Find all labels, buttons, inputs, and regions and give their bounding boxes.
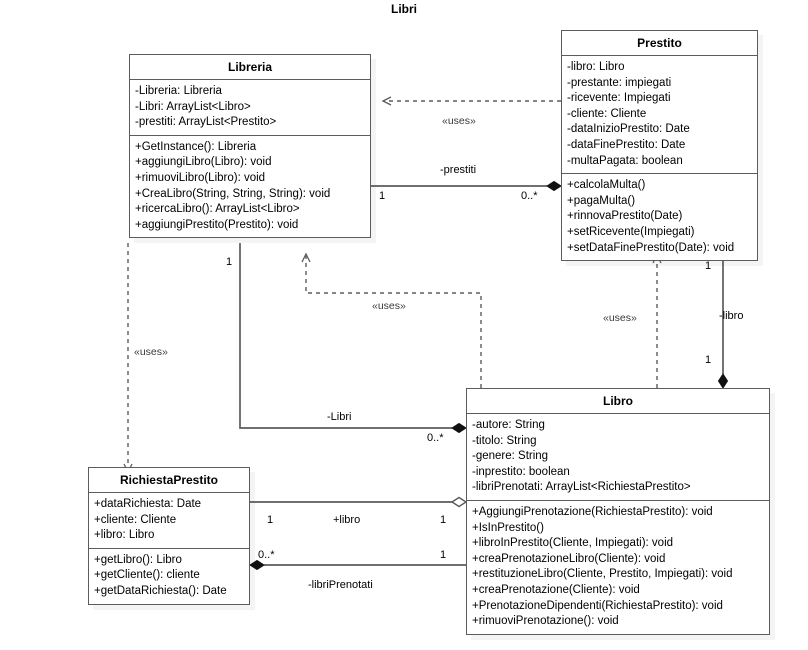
attribute: -autore: String <box>472 419 545 431</box>
edge-mult-libri-source: 1 <box>226 256 233 268</box>
class-name-libro: Libro <box>467 389 769 414</box>
edge-mult-libro-composition-source: 1 <box>705 260 712 272</box>
operation: +getCliente(): cliente <box>94 569 200 582</box>
operation: +aggiungiLibro(Libro): void <box>135 156 272 169</box>
edge-libreria-libri-libro <box>240 243 466 433</box>
class-attributes-libreria <box>130 80 370 135</box>
attribute: -inprestito: boolean <box>472 465 570 478</box>
attribute: -prestiti: ArrayList<Prestito> <box>135 116 277 129</box>
edge-mult-prestiti-source: 1 <box>379 190 386 202</box>
class-name-libreria: Libreria <box>130 55 370 80</box>
operation: +setDataFinePrestito(Date): void <box>567 241 735 254</box>
edge-mult-libro-composition-target: 1 <box>705 354 712 366</box>
class-operations-libro <box>467 500 769 634</box>
edge-label-libri: -Libri <box>327 411 352 423</box>
attribute: -dataInizioPrestito: Date <box>567 123 690 136</box>
operation: +rinnovaPrestito(Date) <box>567 210 683 223</box>
attribute: -Libreria: Libreria <box>135 85 222 97</box>
edge-richiestaprestito-libro-aggregation <box>250 498 466 507</box>
attribute: -libro: Libro <box>567 61 625 73</box>
edge-mult-prestiti-target: 0..* <box>521 190 538 202</box>
class-box-prestito[interactable] <box>561 30 758 261</box>
operation: +IsInPrestito() <box>472 521 544 534</box>
edge-mult-libri-prenotati-source: 0..* <box>258 549 275 561</box>
operation: +PrenotazioneDipendenti(RichiestaPrestito): void <box>472 599 723 612</box>
operation: +CreaLibro(String, String, String): void <box>135 187 331 200</box>
edge-label-libri-prenotati: -libriPrenotati <box>308 579 373 591</box>
operation: +ricercaLibro(): ArrayList<Libro> <box>135 203 300 216</box>
attribute: -Libri: ArrayList<Libro> <box>135 100 251 113</box>
edge-mult-plus-libro-target: 1 <box>440 514 447 526</box>
edge-label-uses-libro-libreria: «uses» <box>372 300 406 312</box>
edge-libro-uses-libreria <box>306 254 481 388</box>
edge-mult-libri-target: 0..* <box>427 432 444 444</box>
class-attributes-richiestaprestito <box>89 493 249 548</box>
class-operations-libreria <box>130 135 370 238</box>
operation: +pagaMulta() <box>567 194 636 207</box>
edge-label-plus-libro: +libro <box>333 514 361 526</box>
edge-label-uses-libreria-richiestaprestito: «uses» <box>134 346 168 358</box>
attribute: -cliente: Cliente <box>567 107 647 120</box>
attribute: -genere: String <box>472 450 549 463</box>
operation: +creaPrenotazioneLibro(Cliente): void <box>472 552 666 565</box>
operation: +creaPrenotazione(Cliente): void <box>472 583 640 596</box>
operation: +getLibro(): Libro <box>94 553 182 566</box>
attribute: -titolo: String <box>472 434 537 447</box>
attribute: -ricevente: Impiegati <box>567 92 671 105</box>
class-box-richiestaprestito[interactable] <box>88 467 250 605</box>
operation: +aggiungiPrestito(Prestito): void <box>135 218 299 231</box>
operation: +rimuoviLibro(Libro): void <box>135 171 266 184</box>
attribute: -multaPagata: boolean <box>567 154 683 167</box>
diagram-title: Libri <box>391 2 417 16</box>
attribute: +dataRichiesta: Date <box>94 498 202 510</box>
operation: +calcolaMulta() <box>567 179 646 192</box>
class-box-libreria[interactable] <box>129 54 371 238</box>
edge-libro-libriprenotati-richiestaprestito <box>250 561 466 570</box>
class-operations-richiestaprestito <box>89 548 249 604</box>
class-box-libro[interactable] <box>466 388 770 635</box>
operation: +getDataRichiesta(): Date <box>94 584 227 597</box>
attribute: +cliente: Cliente <box>94 513 177 526</box>
edge-mult-plus-libro-source: 1 <box>267 514 274 526</box>
class-name-richiestaprestito: RichiestaPrestito <box>89 468 249 493</box>
operation: +libroInPrestito(Cliente, Impiegati): void <box>472 537 674 550</box>
class-attributes-prestito <box>562 56 757 173</box>
edge-label-uses-libro-prestito: «uses» <box>603 312 637 324</box>
attribute: +libro: Libro <box>94 529 155 542</box>
operation: +restituzioneLibro(Cliente, Prestito, Impiegati): void <box>472 568 733 581</box>
operation: +AggiungiPrenotazione(RichiestaPrestito): void <box>472 505 713 518</box>
attribute: -prestante: impiegati <box>567 76 672 89</box>
attribute: -dataFinePrestito: Date <box>567 138 686 151</box>
attribute: -libriPrenotati: ArrayList<RichiestaPrestito> <box>472 481 691 494</box>
class-attributes-libro <box>467 414 769 500</box>
edge-label-uses-prestito-libreria: «uses» <box>442 115 476 127</box>
operation: +GetInstance(): Libreria <box>135 140 257 153</box>
edge-mult-libri-prenotati-target: 1 <box>440 549 447 561</box>
operation: +rimuoviPrenotazione(): void <box>472 615 619 628</box>
operation: +setRicevente(Impiegati) <box>567 225 695 238</box>
edge-label-prestiti: -prestiti <box>440 164 477 176</box>
class-name-prestito: Prestito <box>562 31 757 56</box>
edge-label-libro-composition: -libro <box>719 310 744 322</box>
class-operations-prestito <box>562 173 757 260</box>
